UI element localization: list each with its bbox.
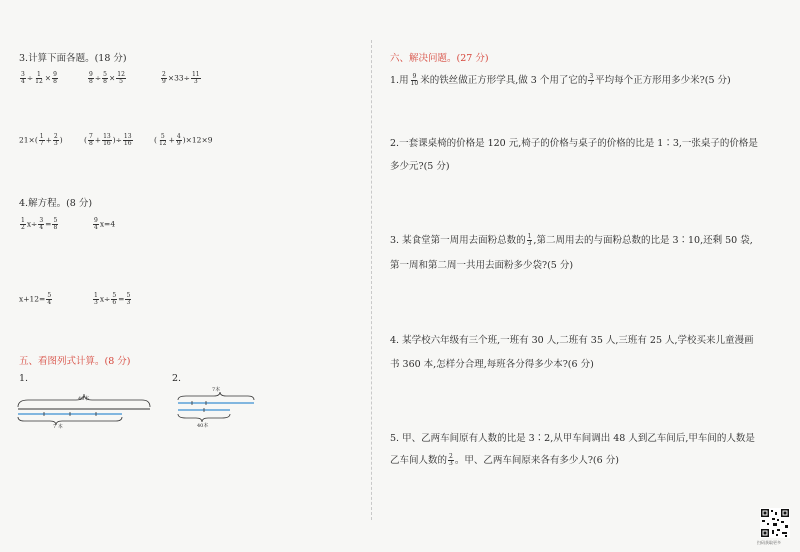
column-divider	[371, 40, 372, 520]
section-3-title: 3.计算下面各题。(18 分)	[19, 53, 127, 64]
equation-2: $\frac{9}{4}$ x=4	[94, 217, 116, 231]
section-4-title: 4.解方程。(8 分)	[19, 198, 93, 209]
problem-4-line-1: 4. 某学校六年级有三个班,一班有 30 人,二班有 35 人,三班有 25 人,学校买来儿童漫画	[390, 335, 754, 346]
figure-2-bottom-label: 40本	[197, 423, 209, 429]
problem-5-line-2: 乙车间人数的 $\frac{2}{3}$ 。甲、乙两车间原来各有多少人?(6 分)	[390, 453, 619, 467]
equation-3: x+12= $\frac{5}{4}$	[19, 292, 52, 306]
equation-1: $\frac{1}{2}$ x÷ $\frac{3}{4}$ = $\frac{5}{8}$	[21, 217, 58, 231]
expr-2: $\frac{9}{8}$ ÷ $\frac{5}{8}$ × $\frac{12}{5}$	[89, 71, 125, 85]
problem-2-line-2: 多少元?(5 分)	[390, 161, 450, 172]
problem-5-line-1: 5. 甲、乙两车间原有人数的比是 3∶2,从甲车间调出 48 人到乙车间后,甲车间的人数是	[390, 433, 755, 444]
problem-3-line-1: 3. 某食堂第一周用去面粉总数的 $\frac{1}{3}$ ,第二周用去的与面粉总数的比是 3∶10,还剩 50 袋,	[390, 233, 753, 247]
equation-4: $\frac{1}{3}$ x÷ $\frac{5}{6}$ = $\frac{5}{3}$	[94, 292, 131, 306]
expr-6: ( $\frac{5}{12}$ + $\frac{4}{9}$ )×12×9	[154, 133, 213, 147]
problem-2-line-1: 2.一套课桌椅的价格是 120 元,椅子的价格与桌子的价格的比是 1∶3,一张桌子的价格是	[390, 138, 758, 149]
expr-1: $\frac{3}{4}$ ÷ $\frac{1}{12}$ × $\frac{9}{8}$	[21, 71, 57, 85]
figure-2-number: 2.	[172, 373, 182, 384]
problem-4-line-2: 书 360 本,怎样分合理,每班各分得多少本?(6 分)	[390, 359, 594, 370]
figure-2-top-label: 7本	[212, 387, 221, 393]
qr-code-icon	[760, 508, 790, 538]
section-6-title: 六、解决问题。(27 分)	[390, 53, 489, 64]
figure-1-number: 1.	[19, 373, 29, 384]
expr-3: $\frac{2}{9}$ ×33÷ $\frac{11}{3}$	[162, 71, 200, 85]
figure-1-top-label: 40本	[78, 396, 90, 402]
figure-1-bottom-label: 7 本	[53, 424, 63, 430]
expr-4: 21×( $\frac{1}{7}$ + $\frac{2}{3}$ )	[19, 133, 63, 147]
qr-caption: 扫码获取更多	[757, 540, 781, 545]
problem-1: 1.用 $\frac{9}{10}$ 米的铁丝做正方形学具,做 3 个用了它的 $\frac{3}{7}$ 平均每个正方形用多少米?(5 分)	[390, 73, 731, 87]
expr-5: ( $\frac{7}{8}$ + $\frac{13}{16}$ )÷ $\frac{13}{16}$	[84, 133, 132, 147]
section-5-title: 五、看图列式计算。(8 分)	[19, 356, 131, 367]
problem-3-line-2: 第一周和第二周一共用去面粉多少袋?(5 分)	[390, 260, 574, 271]
